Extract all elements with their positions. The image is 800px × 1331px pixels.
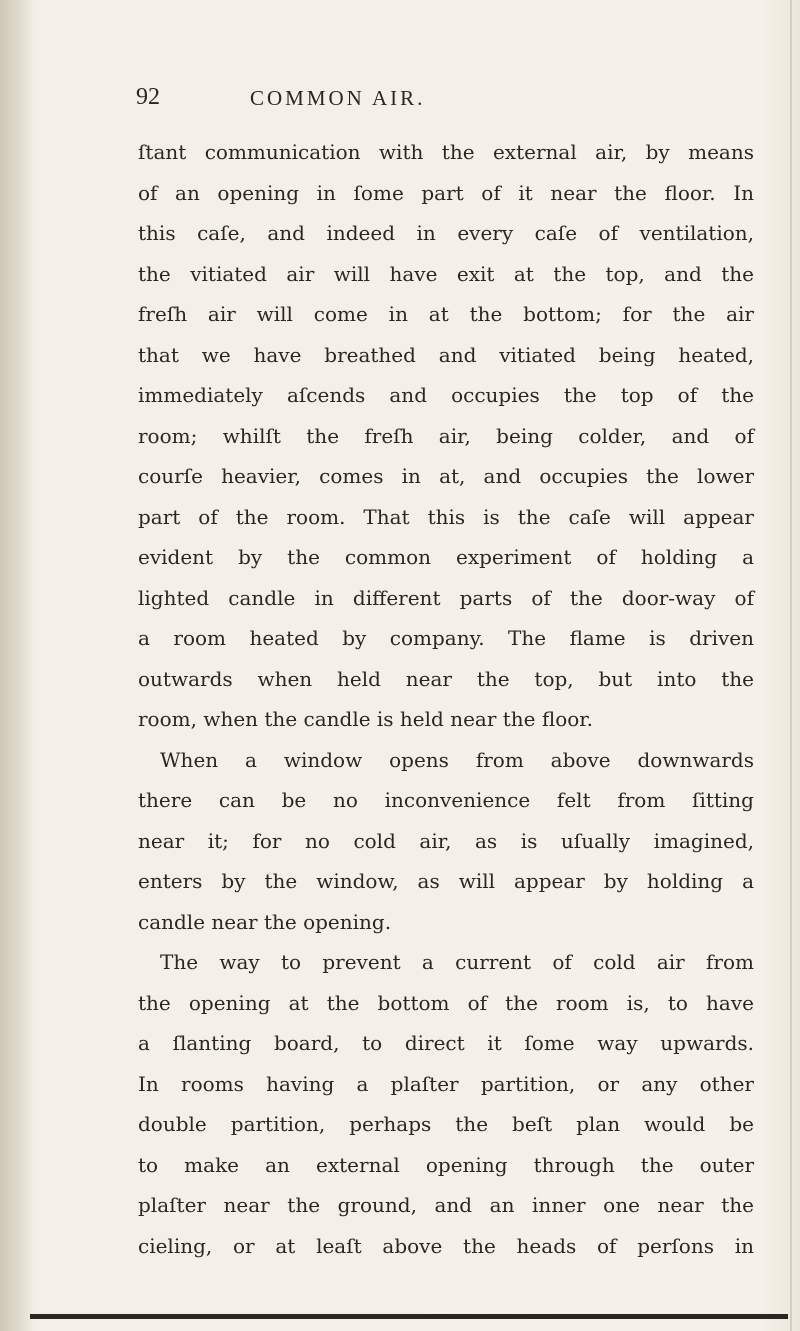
text-line: When a window opens from above downwards: [160, 747, 754, 772]
page-bottom-edge: [30, 1314, 788, 1319]
spine-shadow: [0, 0, 34, 1331]
text-line: that we have breathed and vitiated being heated,: [138, 342, 754, 367]
text-line: cieling, or at leaſt above the heads of perſons in: [138, 1233, 754, 1258]
text-line: room; whilſt the freſh air, being colder, and of: [138, 423, 754, 448]
text-line: part of the room. That this is the caſe will appear: [138, 504, 754, 529]
text-line: courſe heavier, comes in at, and occupies the lower: [138, 464, 754, 488]
text-line: lighted candle in different parts of the door-way of: [138, 585, 754, 610]
text-line: room, when the candle is held near the floor.: [138, 707, 594, 731]
page-number: 92: [136, 84, 160, 110]
text-line: to make an external opening through the outer: [138, 1152, 754, 1177]
text-line: In rooms having a plaſter partition, or any other: [138, 1071, 754, 1096]
text-line: candle near the opening.: [138, 909, 392, 934]
text-line: the opening at the bottom of the room is, to have: [138, 990, 754, 1015]
text-line: double partition, perhaps the beſt plan would be: [138, 1112, 754, 1136]
text-line: a ſlanting board, to direct it ſome way upwards.: [138, 1031, 754, 1055]
body-text: [138, 132, 778, 1266]
text-line: this caſe, and indeed in every caſe of ventilation,: [138, 221, 754, 245]
text-line: outwards when held near the top, but into the: [138, 666, 754, 691]
text-line: of an opening in ſome part of it near the floor. In: [138, 180, 754, 205]
text-line: a room heated by company. The flame is driven: [138, 626, 754, 650]
text-line: ſtant communication with the external air, by means: [138, 140, 754, 164]
text-line: plaſter near the ground, and an inner one near the: [138, 1193, 754, 1217]
text-line: there can be no inconvenience felt from ſitting: [138, 788, 754, 812]
text-line: The way to prevent a current of cold air from: [160, 950, 754, 974]
running-head: COMMON AIR.: [250, 86, 426, 110]
text-line: the vitiated air will have exit at the top, and the: [138, 261, 754, 286]
text-line: immediately aſcends and occupies the top of the: [138, 383, 754, 407]
page-edge: [790, 0, 792, 1331]
text-line: enters by the window, as will appear by holding a: [138, 869, 754, 893]
page-header: [136, 84, 756, 120]
text-line: freſh air will come in at the bottom; for the air: [138, 302, 754, 326]
text-line: near it; for no cold air, as is uſually imagined,: [138, 828, 754, 853]
text-line: evident by the common experiment of holding a: [138, 545, 754, 569]
